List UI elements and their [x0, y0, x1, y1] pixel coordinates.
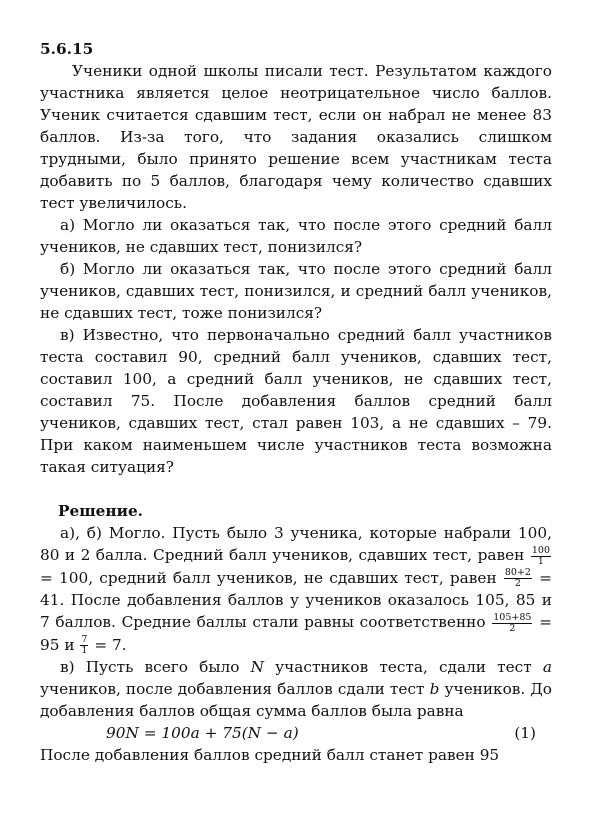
solution-text: а), б) Могло. Пусть было 3 ученика, которые набрали 100, 80 и 2 балла. Средний балл учеников, сдавших тест, равен [40, 524, 552, 564]
solution-text: в) Пусть всего было [60, 658, 240, 676]
solution-text: = 41. После добавления баллов у учеников оказалось 105, 85 и 7 баллов. Средние баллы стали равны соответственно [40, 568, 552, 631]
fraction-denominator: 2 [509, 622, 516, 634]
solution-text: = 95 и [40, 613, 552, 654]
solution-text: учеников, после добавления баллов сдали тест [40, 680, 425, 698]
fraction [492, 613, 532, 634]
solution-paragraph-c [40, 656, 552, 722]
solution-paragraph-end: После добавления баллов средний балл станет равен 95 [40, 746, 500, 764]
variable-a: a [542, 658, 552, 676]
variable-N: N [250, 658, 264, 676]
fraction-numerator: 100 [531, 544, 550, 556]
equation: 90N = 100a + 75(N − a) [106, 724, 299, 742]
spacer [40, 478, 552, 500]
document-page [40, 38, 552, 766]
solution-text: учеников. До добавления баллов общая сумма баллов была равна [40, 680, 552, 720]
fraction [504, 568, 532, 589]
fraction-numerator: 80+2 [504, 567, 531, 578]
fraction-numerator: 105+85 [493, 611, 532, 623]
fraction [80, 635, 88, 656]
fraction-denominator: 1 [537, 555, 544, 567]
equation-number: (1) [514, 724, 536, 742]
variable-b: b [429, 680, 440, 698]
solution-paragraph-ab [40, 522, 552, 656]
solution-title: Решение. [58, 502, 144, 520]
fraction-denominator: 2 [514, 578, 521, 589]
equation-line [40, 722, 552, 744]
fraction-denominator: 1 [81, 645, 88, 656]
question-b: б) Могло ли оказаться так, что после этого средний балл учеников, сдавших тест, понизился, и средний балл учеников, не сдавших тест, тоже понизился? [40, 260, 552, 322]
solution-text: участников теста, сдали тест [275, 658, 532, 676]
solution-text: = 7. [94, 635, 127, 654]
fraction-numerator: 7 [81, 634, 88, 645]
fraction [531, 546, 551, 567]
problem-number: 5.6.15 [40, 40, 94, 58]
question-c: в) Известно, что первоначально средний балл участников теста составил 90, средний балл учеников, сдавших тест, составил 100, а средний балл учеников, не сдавших тест, составил 75. После добавления баллов средний балл учеников, сдавших тест, стал равен 103, а не сдавших – 79. При каком наименьшем числе участников теста возможна такая ситуация? [40, 326, 552, 476]
solution-text: = 100, средний балл учеников, не сдавших тест, равен [40, 568, 497, 587]
question-a: а) Могло ли оказаться так, что после этого средний балл учеников, не сдавших тест, понизился? [40, 216, 552, 256]
problem-intro: Ученики одной школы писали тест. Результатом каждого участника является целое неотрицательное число баллов. Ученик считается сдавшим тест, если он набрал не менее 83 баллов. Из-за того, что задания оказались слишком трудными, было принято решение всем участникам теста добавить по 5 баллов, благодаря чему количество сдавших тест увеличилось. [40, 62, 552, 212]
